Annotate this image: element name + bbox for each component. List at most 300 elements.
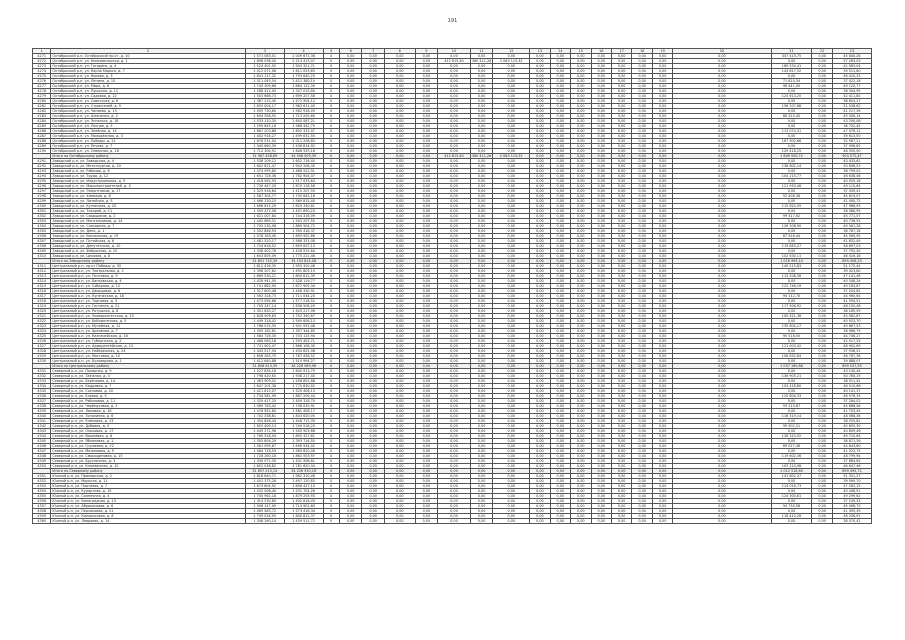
table-cell: 1 345 660,39 <box>245 144 284 149</box>
table-cell: 1 449 318,42 <box>245 319 284 324</box>
table-cell: 0,00 <box>571 114 591 119</box>
table-cell: 0,00 <box>652 379 672 384</box>
table-cell: 0,00 <box>362 104 385 109</box>
table-cell: 0,00 <box>611 389 631 394</box>
address-cell: Центральный р-н, ул. Бульварная, д. 1 <box>51 359 245 364</box>
table-cell: 1 311 045,54 <box>245 79 284 84</box>
table-cell: 0,00 <box>384 194 415 199</box>
table-cell: 0,00 <box>571 329 591 334</box>
table-cell: 0,00 <box>438 514 471 519</box>
table-cell: 0,00 <box>652 519 672 524</box>
table-cell: 1 415 207,93 <box>284 189 323 194</box>
table-cell: 0,00 <box>673 464 771 469</box>
table-cell: 1 587 304,77 <box>245 194 284 199</box>
table-cell: 0,00 <box>438 399 471 404</box>
table-cell: 0,00 <box>493 209 530 214</box>
table-cell: 0,00 <box>415 519 438 524</box>
table-cell: 0,00 <box>339 274 362 279</box>
table-cell: 1 724 618,52 <box>245 244 284 249</box>
table-cell: 0,00 <box>470 399 493 404</box>
row-number-cell: 4315 <box>33 284 51 289</box>
table-cell: 0,00 <box>632 304 652 309</box>
table-cell: 0,00 <box>571 164 591 169</box>
table-cell: 0,00 <box>362 209 385 214</box>
address-cell: Октябрьский р-н, ул. Садовая, д. 22 <box>51 94 245 99</box>
table-cell: 0,00 <box>530 499 550 504</box>
table-cell: 102 630,11 <box>771 254 812 259</box>
table-cell: 0,00 <box>591 139 611 144</box>
table-cell: 117 506,92 <box>771 304 812 309</box>
table-cell: 0,00 <box>415 449 438 454</box>
table-cell: 1 705 642,18 <box>284 194 323 199</box>
table-cell: 1 468 522,91 <box>284 169 323 174</box>
table-cell: 0,00 <box>632 519 652 524</box>
table-cell: 0,00 <box>673 259 771 264</box>
table-cell: 0 <box>323 184 339 189</box>
table-cell: 1 456 602,88 <box>284 379 323 384</box>
table-cell: 0,00 <box>611 394 631 399</box>
table-cell: 0,00 <box>493 474 530 479</box>
table-cell: 0,00 <box>673 294 771 299</box>
table-cell: 42 411,80 <box>832 94 871 99</box>
table-cell: 0,00 <box>652 269 672 274</box>
table-cell: 0,00 <box>611 324 631 329</box>
table-cell: 0,00 <box>530 304 550 309</box>
table-cell: 0,00 <box>438 294 471 299</box>
table-cell: 0,00 <box>470 289 493 294</box>
table-cell: 0,00 <box>673 184 771 189</box>
table-cell: 0,00 <box>550 264 570 269</box>
table-cell: 0,00 <box>415 84 438 89</box>
table-cell: 1 896 036,40 <box>245 59 284 64</box>
table-cell: 0,00 <box>652 374 672 379</box>
row-number-cell: 4321 <box>33 314 51 319</box>
row-number-cell: 4275 <box>33 74 51 79</box>
table-cell: 34 228 589,96 <box>284 364 323 369</box>
table-cell: 0,00 <box>812 134 832 139</box>
table-cell: 0,00 <box>384 249 415 254</box>
table-cell: 0,00 <box>652 144 672 149</box>
table-cell: 0,00 <box>362 169 385 174</box>
table-cell: 0,00 <box>652 369 672 374</box>
table-cell: 0,00 <box>438 174 471 179</box>
table-cell: 0,00 <box>530 164 550 169</box>
table-cell: 0,00 <box>550 79 570 84</box>
table-cell: 0,00 <box>571 189 591 194</box>
column-header: 2 <box>51 49 245 54</box>
table-cell: 0 <box>323 104 339 109</box>
table-cell: 0,00 <box>530 159 550 164</box>
table-cell: 1 699 207,58 <box>284 94 323 99</box>
table-cell: 50 780,19 <box>832 374 871 379</box>
table-cell: 0,00 <box>611 94 631 99</box>
table-cell: 0,00 <box>812 154 832 159</box>
table-cell: 0,00 <box>652 94 672 99</box>
table-cell: 0,00 <box>632 279 652 284</box>
table-cell: 0,00 <box>384 209 415 214</box>
table-cell: 0,00 <box>571 429 591 434</box>
table-cell: 0,00 <box>611 489 631 494</box>
table-cell: 46 767,38 <box>832 354 871 359</box>
table-cell: 0,00 <box>550 229 570 234</box>
table-cell: 0 <box>323 144 339 149</box>
table-cell: 0,00 <box>550 149 570 154</box>
table-cell: 0,00 <box>362 159 385 164</box>
table-cell: 0,00 <box>384 179 415 184</box>
table-cell: 0,00 <box>493 264 530 269</box>
table-cell: 0 <box>323 379 339 384</box>
table-cell: 0 <box>323 334 339 339</box>
row-number-cell: 4312 <box>33 269 51 274</box>
table-cell: 0,00 <box>550 414 570 419</box>
table-cell: 0,00 <box>470 284 493 289</box>
table-cell: 0,00 <box>339 449 362 454</box>
table-cell: 0,00 <box>571 109 591 114</box>
table-cell: 0,00 <box>530 334 550 339</box>
table-cell: 1 673 804,92 <box>245 484 284 489</box>
table-cell: 0,00 <box>470 249 493 254</box>
table-cell: 46 638,46 <box>832 174 871 179</box>
table-cell: 0,00 <box>771 179 812 184</box>
table-cell: 0,00 <box>632 229 652 234</box>
table-cell: 0,00 <box>591 349 611 354</box>
table-cell: 1 545 903,68 <box>284 429 323 434</box>
table-cell: 1 604 558,92 <box>245 114 284 119</box>
table-cell: 0,00 <box>339 94 362 99</box>
table-cell: 0,00 <box>493 104 530 109</box>
table-cell: 0,00 <box>339 424 362 429</box>
table-cell: 0,00 <box>611 399 631 404</box>
table-cell: 0,00 <box>812 374 832 379</box>
table-cell: 0,00 <box>771 319 812 324</box>
table-cell: 0,00 <box>415 324 438 329</box>
table-cell: 0,00 <box>438 409 471 414</box>
table-cell: 0,00 <box>362 109 385 114</box>
table-cell: 126 508,90 <box>771 224 812 229</box>
table-cell: 40 736,53 <box>832 219 871 224</box>
table-cell: 0,00 <box>339 354 362 359</box>
table-cell: 0,00 <box>652 229 672 234</box>
table-cell: 34 226 530,18 <box>284 469 323 474</box>
table-cell: 0,00 <box>362 384 385 389</box>
table-cell: 0,00 <box>530 389 550 394</box>
table-cell: 0,00 <box>591 304 611 309</box>
table-cell: 0,00 <box>812 254 832 259</box>
table-cell: 0,00 <box>438 404 471 409</box>
table-cell: 0 <box>323 269 339 274</box>
table-cell: 0,00 <box>652 59 672 64</box>
row-number-cell: 4305 <box>33 229 51 234</box>
table-cell: 0,00 <box>384 364 415 369</box>
row-number-cell: 4320 <box>33 309 51 314</box>
table-cell: 0,00 <box>438 489 471 494</box>
table-cell: 38 386,95 <box>832 209 871 214</box>
table-cell: 0,00 <box>530 109 550 114</box>
table-cell: 0,00 <box>591 409 611 414</box>
table-cell: 0,00 <box>384 299 415 304</box>
address-cell: Центральный р-н, ул. Адмиралтейская, д. 13 <box>51 344 245 349</box>
table-cell: 0,00 <box>493 164 530 169</box>
table-cell: 0,00 <box>530 339 550 344</box>
table-cell: 0,00 <box>652 119 672 124</box>
table-cell: 0,00 <box>812 269 832 274</box>
table-cell: 0,00 <box>673 314 771 319</box>
table-cell: 94 730,58 <box>771 504 812 509</box>
table-cell: 0,00 <box>611 229 631 234</box>
table-cell: 0,00 <box>550 194 570 199</box>
table-cell: 0,00 <box>550 279 570 284</box>
table-cell: 0,00 <box>652 414 672 419</box>
table-cell: 0,00 <box>611 429 631 434</box>
table-cell: 0,00 <box>771 269 812 274</box>
table-cell: 0,00 <box>493 114 530 119</box>
table-cell: 42 017,25 <box>832 339 871 344</box>
address-cell: Октябрьский р-н, Октябрьский пр-кт, д. 10 <box>51 54 245 59</box>
table-cell: 0,00 <box>550 459 570 464</box>
table-cell: 0,00 <box>571 509 591 514</box>
table-cell: 1 299 845,16 <box>245 124 284 129</box>
table-cell: 1 445 271,96 <box>245 429 284 434</box>
table-cell: 0,00 <box>493 489 530 494</box>
table-cell: 1 901 932,48 <box>284 324 323 329</box>
column-header: 13 <box>530 49 550 54</box>
table-cell: 0,00 <box>673 484 771 489</box>
address-cell: Северный р-н, ул. Берёзовая, д. 14 <box>51 379 245 384</box>
table-cell: 0,00 <box>632 414 652 419</box>
table-cell: 0,00 <box>470 504 493 509</box>
table-cell: 0,00 <box>415 239 438 244</box>
table-cell: 0,00 <box>384 164 415 169</box>
table-cell: 0,00 <box>415 299 438 304</box>
table-cell: 1 412 640,88 <box>245 359 284 364</box>
table-cell: 0,00 <box>470 259 493 264</box>
table-cell: 1 876 531,04 <box>245 139 284 144</box>
table-cell: 0,00 <box>673 189 771 194</box>
table-cell: 1 755 230,06 <box>245 224 284 229</box>
table-cell: 0,00 <box>591 359 611 364</box>
table-cell: 0,00 <box>550 119 570 124</box>
table-cell: 0,00 <box>673 239 771 244</box>
table-cell: 0,00 <box>339 489 362 494</box>
table-cell: 0,00 <box>812 159 832 164</box>
table-cell: 0,00 <box>550 319 570 324</box>
table-cell: 0,00 <box>591 224 611 229</box>
table-cell: 0,00 <box>415 169 438 174</box>
table-cell: 0,00 <box>652 359 672 364</box>
table-cell: 0,00 <box>438 314 471 319</box>
table-cell: 105 214,98 <box>771 464 812 469</box>
table-cell: 0,00 <box>632 179 652 184</box>
table-cell: 0,00 <box>470 454 493 459</box>
table-cell: 0 <box>323 94 339 99</box>
table-cell: 0,00 <box>673 219 771 224</box>
table-cell: 114 016,73 <box>771 484 812 489</box>
table-cell: 0,00 <box>673 119 771 124</box>
table-cell: 46 410,33 <box>832 74 871 79</box>
table-cell: 0,00 <box>339 324 362 329</box>
table-cell: 1 649 550,72 <box>771 154 812 159</box>
table-cell: 0,00 <box>812 384 832 389</box>
table-cell: 0,00 <box>470 194 493 199</box>
table-cell: 1 473 094,66 <box>245 299 284 304</box>
table-cell: 0,00 <box>415 349 438 354</box>
table-cell: 0,00 <box>632 224 652 229</box>
table-cell: 0,00 <box>611 224 631 229</box>
table-cell: 0,00 <box>415 124 438 129</box>
table-cell: 1 549 806,13 <box>284 319 323 324</box>
table-cell: 0,00 <box>438 299 471 304</box>
table-cell: 0,00 <box>493 374 530 379</box>
table-cell: 0,00 <box>571 324 591 329</box>
table-cell: 49 561,28 <box>832 224 871 229</box>
table-cell: 0 <box>323 89 339 94</box>
table-cell: 0,00 <box>812 129 832 134</box>
table-cell: 0,00 <box>339 149 362 154</box>
table-cell: 40 348,24 <box>832 279 871 284</box>
table-cell: 0,00 <box>652 129 672 134</box>
row-number-cell: 4360 <box>33 519 51 524</box>
table-cell: 0,00 <box>571 64 591 69</box>
table-cell: 0,00 <box>362 374 385 379</box>
table-cell: 0,00 <box>362 164 385 169</box>
table-cell: 0,00 <box>470 294 493 299</box>
table-cell: 0,00 <box>571 209 591 214</box>
table-cell: 1 825 004,17 <box>245 104 284 109</box>
row-number-cell: 4273 <box>33 64 51 69</box>
table-cell: 0,00 <box>591 199 611 204</box>
table-cell: 0,00 <box>571 179 591 184</box>
table-cell: 0,00 <box>673 494 771 499</box>
table-cell: 1 983 611,40 <box>284 104 323 109</box>
table-cell: 0,00 <box>611 319 631 324</box>
table-cell: 0,00 <box>812 229 832 234</box>
table-cell: 0,00 <box>438 449 471 454</box>
table-cell: 0,00 <box>362 369 385 374</box>
table-cell: 48 350,90 <box>832 149 871 154</box>
table-cell: 0,00 <box>673 84 771 89</box>
table-cell: 0,00 <box>571 229 591 234</box>
table-cell: 0,00 <box>415 489 438 494</box>
table-cell: 1 581 095,67 <box>245 444 284 449</box>
table-cell: 44 746,27 <box>832 334 871 339</box>
table-cell: 0,00 <box>530 274 550 279</box>
table-cell: 0,00 <box>611 214 631 219</box>
table-cell: 0,00 <box>611 244 631 249</box>
table-cell: 0,00 <box>812 469 832 474</box>
table-cell: 87 916,44 <box>771 234 812 239</box>
table-cell: 43 433,61 <box>832 159 871 164</box>
table-cell: 0,00 <box>673 234 771 239</box>
row-number-cell: 4271 <box>33 54 51 59</box>
table-cell: 0,00 <box>493 94 530 99</box>
table-cell: 0,00 <box>673 454 771 459</box>
table-cell: 0,00 <box>470 164 493 169</box>
table-cell: 0,00 <box>384 64 415 69</box>
table-cell: 0,00 <box>493 224 530 229</box>
row-number-cell: 4295 <box>33 179 51 184</box>
table-cell: 0,00 <box>571 74 591 79</box>
table-cell: 0 <box>323 149 339 154</box>
table-cell: 0,00 <box>493 319 530 324</box>
table-cell: 0,00 <box>812 439 832 444</box>
table-cell: 1 367 215,49 <box>245 99 284 104</box>
table-cell: 0,00 <box>339 234 362 239</box>
row-number-cell: 4347 <box>33 449 51 454</box>
table-cell: 0,00 <box>673 424 771 429</box>
table-cell: 0,00 <box>571 469 591 474</box>
table-cell: 0,00 <box>550 514 570 519</box>
table-cell: 0,00 <box>571 199 591 204</box>
row-number-cell: 4333 <box>33 379 51 384</box>
table-cell: 0,00 <box>362 139 385 144</box>
table-cell: 0,00 <box>339 514 362 519</box>
table-cell: 0,00 <box>530 509 550 514</box>
table-cell: 41 400,72 <box>832 199 871 204</box>
table-cell: 1 867 209,44 <box>284 394 323 399</box>
table-cell: 0,00 <box>591 114 611 119</box>
table-cell: 0,00 <box>571 369 591 374</box>
table-cell: 0,00 <box>530 329 550 334</box>
table-cell: 0,00 <box>550 139 570 144</box>
table-cell: 0,00 <box>771 429 812 434</box>
table-cell: 0,00 <box>362 289 385 294</box>
table-cell: 0 <box>323 109 339 114</box>
table-cell: 0 <box>323 234 339 239</box>
table-cell: 0,00 <box>384 359 415 364</box>
table-cell: 0,00 <box>652 334 672 339</box>
table-cell: 0 <box>323 374 339 379</box>
table-cell: 0,00 <box>591 59 611 64</box>
table-cell: 0,00 <box>571 224 591 229</box>
table-cell: 0,00 <box>812 169 832 174</box>
table-cell: 0,00 <box>611 159 631 164</box>
table-cell: 0,00 <box>632 454 652 459</box>
row-number-cell: 4302 <box>33 214 51 219</box>
address-cell: Заводской р-н, ул. Фабричная, д. 15 <box>51 249 245 254</box>
table-cell: 0 <box>323 359 339 364</box>
row-number-cell: 4281 <box>33 104 51 109</box>
table-cell: 0,00 <box>632 319 652 324</box>
table-cell: 1 434 625,08 <box>284 349 323 354</box>
table-cell: 0,00 <box>812 309 832 314</box>
table-cell: 0,00 <box>470 94 493 99</box>
table-cell: 0,00 <box>470 409 493 414</box>
table-cell: 0,00 <box>591 384 611 389</box>
table-cell: 1 808 427,15 <box>284 484 323 489</box>
table-cell: 0,00 <box>673 504 771 509</box>
table-cell: 0,00 <box>530 279 550 284</box>
table-cell: 143 817,52 <box>771 69 812 74</box>
table-cell: 0,00 <box>493 69 530 74</box>
table-cell: 0,00 <box>384 479 415 484</box>
table-cell: 0,00 <box>438 309 471 314</box>
table-cell: 0,00 <box>550 74 570 79</box>
row-number-cell: 4340 <box>33 414 51 419</box>
table-cell: 0,00 <box>550 489 570 494</box>
table-cell: 0,00 <box>339 159 362 164</box>
table-cell: 0,00 <box>530 314 550 319</box>
table-cell: 0,00 <box>384 429 415 434</box>
table-cell: 0,00 <box>384 99 415 104</box>
row-number-cell: 4288 <box>33 139 51 144</box>
table-cell: 2 011 208,83 <box>284 139 323 144</box>
table-cell: 0,00 <box>493 134 530 139</box>
table-cell: 0,00 <box>470 359 493 364</box>
table-cell: 0 <box>323 404 339 409</box>
table-cell: 0,00 <box>470 229 493 234</box>
table-cell: 0,00 <box>384 519 415 524</box>
table-cell: 1 782 904,07 <box>284 174 323 179</box>
